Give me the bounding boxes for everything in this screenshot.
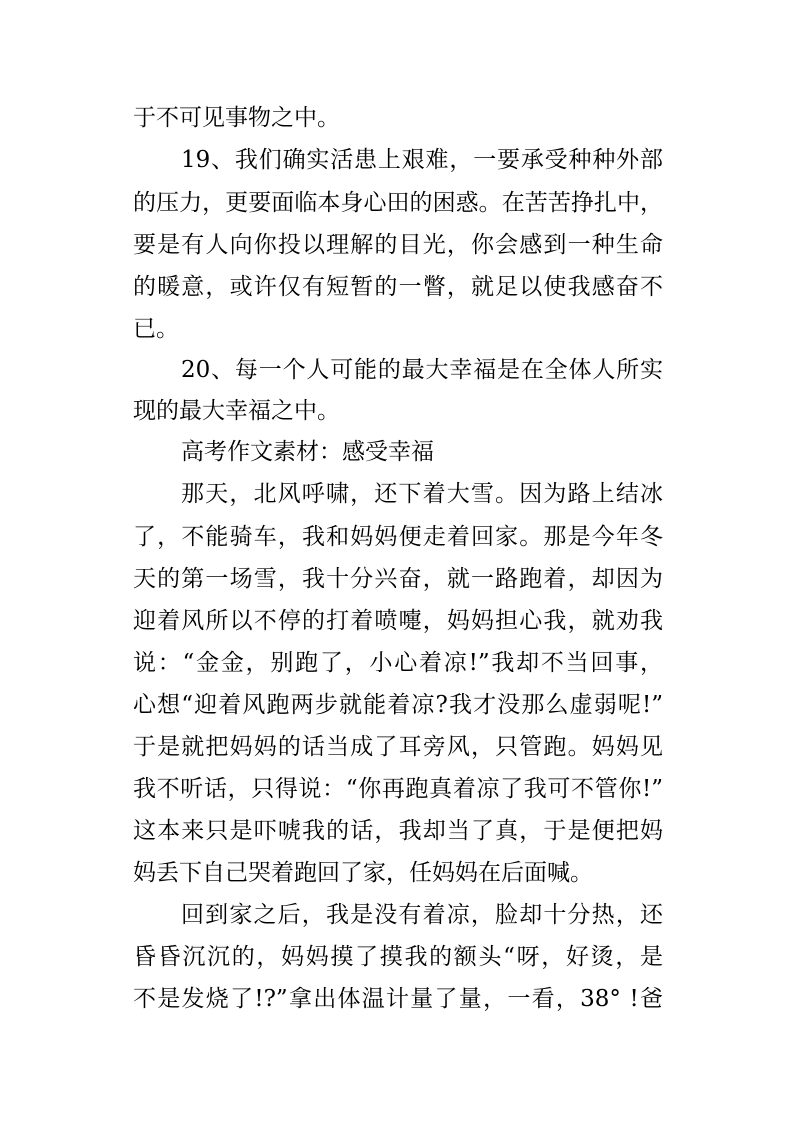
- text-line: 于是就把妈妈的话当成了耳旁风，只管跑。妈妈见: [133, 734, 663, 760]
- text-line: 不是发烧了!?”拿出体温计量了量，一看，38° !爸: [133, 986, 663, 1012]
- text-line: 于不可见事物之中。: [133, 105, 340, 131]
- text-line: 要是有人向你投以理解的目光，你会感到一种生命: [133, 232, 663, 258]
- text-line: 这本来只是吓唬我的话，我却当了真，于是便把妈: [133, 818, 663, 844]
- paragraph-19-line: 19、我们确实活患上艰难，一要承受种种外部: [181, 147, 663, 173]
- text-line: 妈丢下自己哭着跑回了家，任妈妈在后面喊。: [133, 860, 593, 886]
- text-line: 现的最大幸福之中。: [133, 398, 340, 424]
- section-title: 高考作文素材：感受幸福: [181, 439, 434, 465]
- text-line: 的暖意，或许仅有短暂的一瞥，就足以使我感奋不: [133, 274, 663, 300]
- text-line: 心想“迎着风跑两步就能着凉?我才没那么虚弱呢!”: [133, 692, 663, 718]
- text-line: 迎着风所以不停的打着喷嚏，妈妈担心我，就劝我: [133, 608, 663, 634]
- story-paragraph-line: 回到家之后，我是没有着凉，脸却十分热，还: [181, 902, 663, 928]
- story-paragraph-line: 那天，北风呼啸，还下着大雪。因为路上结冰: [181, 481, 663, 507]
- text-line: 已。: [133, 316, 179, 342]
- text-line: 昏昏沉沉的，妈妈摸了摸我的额头“呀，好烫，是: [133, 944, 663, 970]
- text-line: 了，不能骑车，我和妈妈便走着回家。那是今年冬: [133, 524, 663, 550]
- text-line: 的压力，更要面临本身心田的困惑。在苦苦挣扎中，: [133, 190, 663, 216]
- paragraph-20-line: 20、每一个人可能的最大幸福是在全体人所实: [181, 357, 663, 383]
- text-line: 我不听话，只得说：“你再跑真着凉了我可不管你!”: [133, 776, 663, 802]
- text-line: 说：“金金，别跑了，小心着凉!”我却不当回事，: [133, 650, 663, 676]
- text-line: 天的第一场雪，我十分兴奋，就一路跑着，却因为: [133, 566, 663, 592]
